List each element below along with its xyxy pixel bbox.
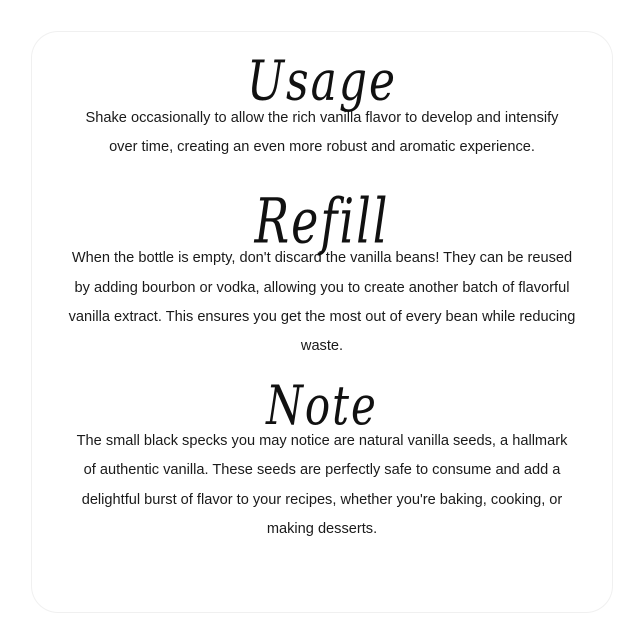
section-note (32, 373, 612, 544)
top-spacer (32, 32, 612, 38)
section-usage (32, 49, 612, 162)
sticker-card (32, 32, 612, 612)
usage-heading: Usage (246, 49, 398, 114)
sticker-content (32, 32, 612, 612)
note-heading: Note (266, 373, 378, 438)
section-refill (32, 184, 612, 361)
refill-body-text: When the bottle is empty, don't discard the vanilla beans! They can be reused by adding bourbon or vodka, allowing you to create another batch of flavorful vanilla extract. This ensures you get the most out of every bean while reducing waste. (68, 250, 576, 354)
note-body-text: The small black specks you may notice are natural vanilla seeds, a hallmark of authentic vanilla. These seeds are perfectly safe to consume and add a delightful burst of flavor to your recipes, whether you're baking, cooking, or making desserts. (76, 433, 568, 537)
refill-heading: Refill (254, 184, 390, 258)
usage-body-text: Shake occasionally to allow the rich vanilla flavor to develop and intensify over time, creating an even more robust and aromatic experience. (85, 110, 559, 156)
